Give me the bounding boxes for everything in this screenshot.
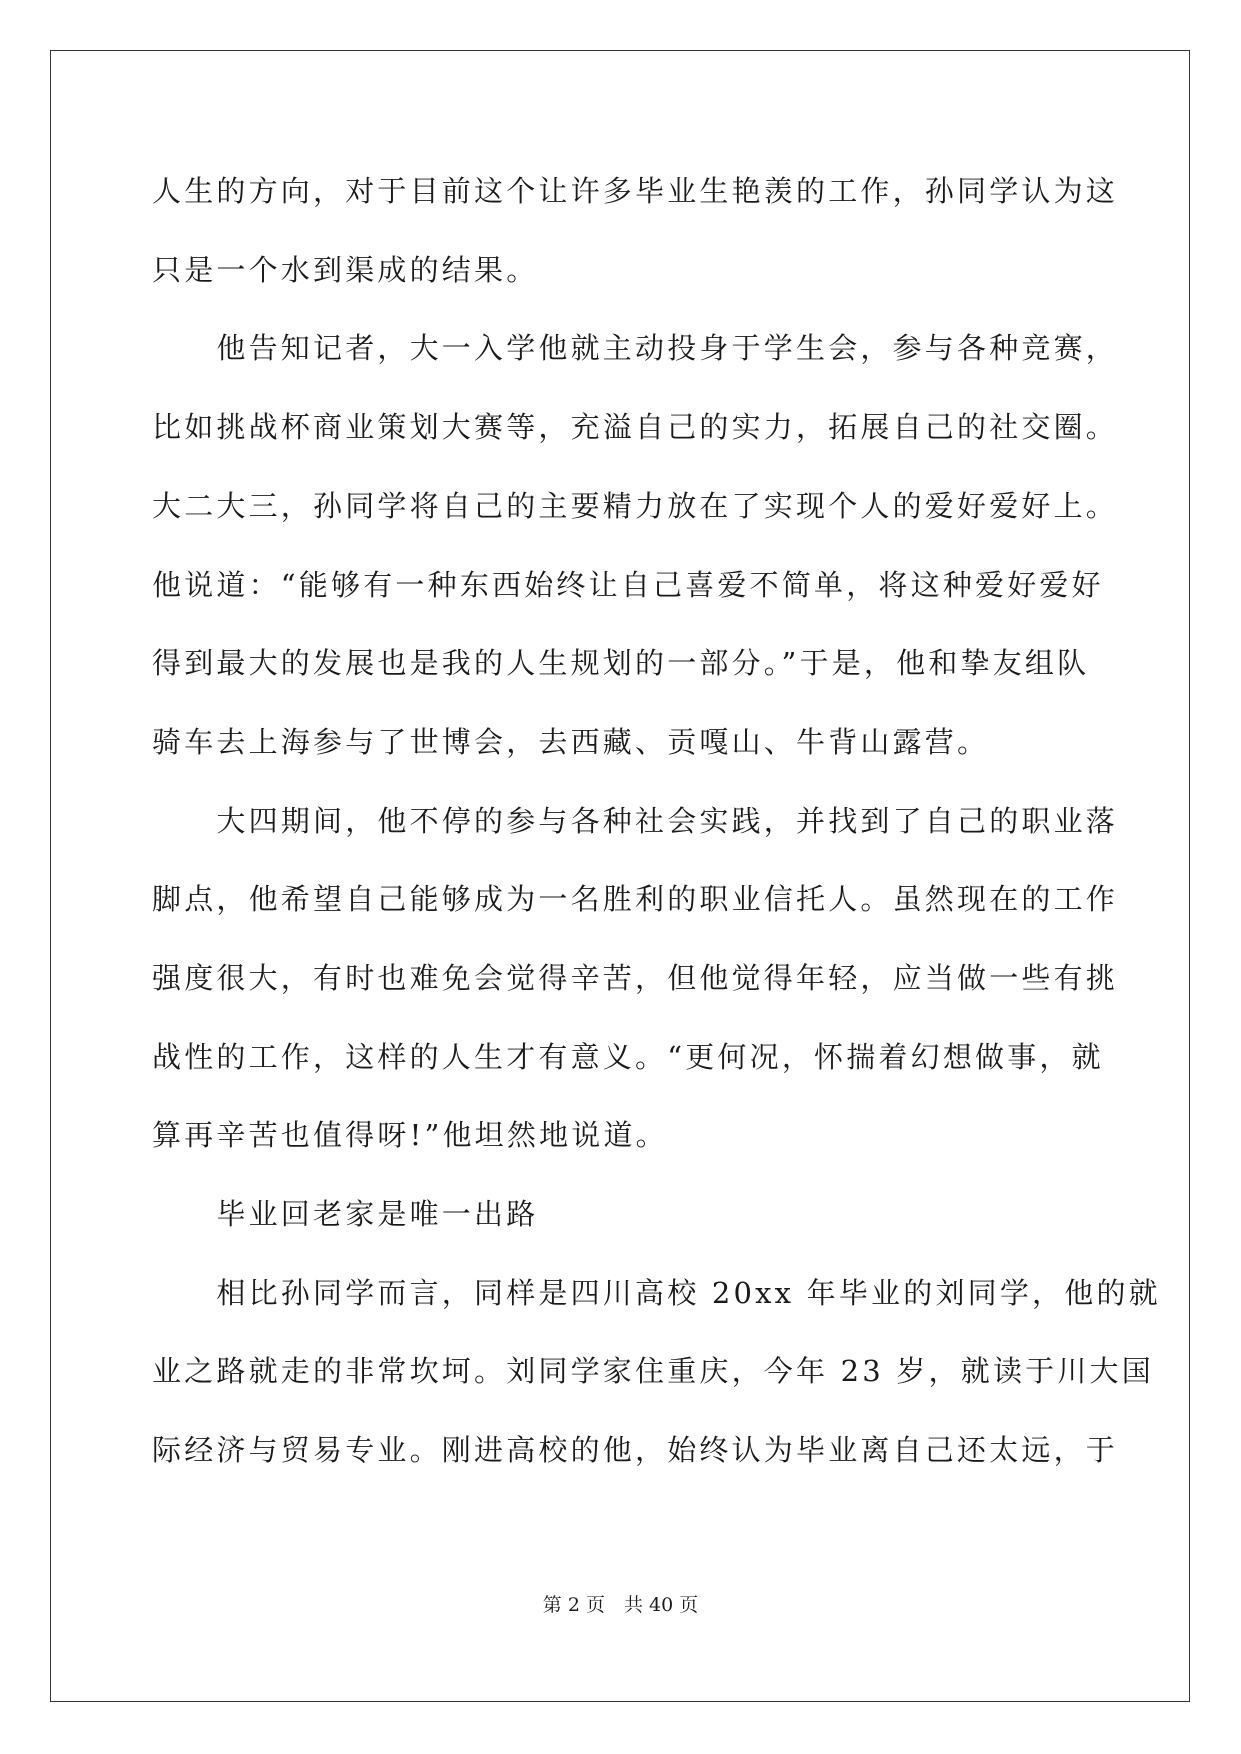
page-footer [0, 1592, 1241, 1618]
text-line: 相比孙同学而言，同样是四川高校 20xx 年毕业的刘同学，他的就 [152, 1276, 1161, 1310]
text-line: 算再辛苦也值得呀!”他坦然地说道。 [152, 1118, 668, 1152]
text-line: 只是一个水到渠成的结果。 [152, 253, 539, 287]
text-line: 他说道：“能够有一种东西始终让自己喜爱不简单，将这种爱好爱好 [152, 568, 1104, 602]
text-line: 脚点，他希望自己能够成为一名胜利的职业信托人。虽然现在的工作 [152, 882, 1119, 916]
text-line: 人生的方向，对于目前这个让许多毕业生艳羡的工作，孙同学认为这 [152, 174, 1119, 208]
text-line: 得到最大的发展也是我的人生规划的一部分。”于是，他和挚友组队 [152, 646, 1090, 680]
page-number-label: 第 2 页 共 40 页 [542, 1594, 699, 1616]
text-line: 业之路就走的非常坎坷。刘同学家住重庆，今年 23 岁，就读于川大国 [152, 1354, 1154, 1388]
text-line: 他告知记者，大一入学他就主动投身于学生会，参与各种竞赛， [152, 331, 1119, 365]
text-line: 骑车去上海参与了世博会，去西藏、贡嘎山、牛背山露营。 [152, 725, 990, 759]
text-line: 强度很大，有时也难免会觉得辛苦，但他觉得年轻，应当做一些有挑 [152, 961, 1119, 995]
text-line: 大二大三，孙同学将自己的主要精力放在了实现个人的爱好爱好上。 [152, 489, 1119, 523]
text-line: 比如挑战杯商业策划大赛等，充溢自己的实力，拓展自己的社交圈。 [152, 410, 1119, 444]
text-line: 大四期间，他不停的参与各种社会实践，并找到了自己的职业落 [152, 804, 1119, 838]
section-heading: 毕业回老家是唯一出路 [152, 1197, 539, 1231]
text-line: 战性的工作，这样的人生才有意义。“更何况，怀揣着幻想做事，就 [152, 1040, 1104, 1074]
text-line: 际经济与贸易专业。刚进高校的他，始终认为毕业离自己还太远，于 [152, 1433, 1119, 1467]
